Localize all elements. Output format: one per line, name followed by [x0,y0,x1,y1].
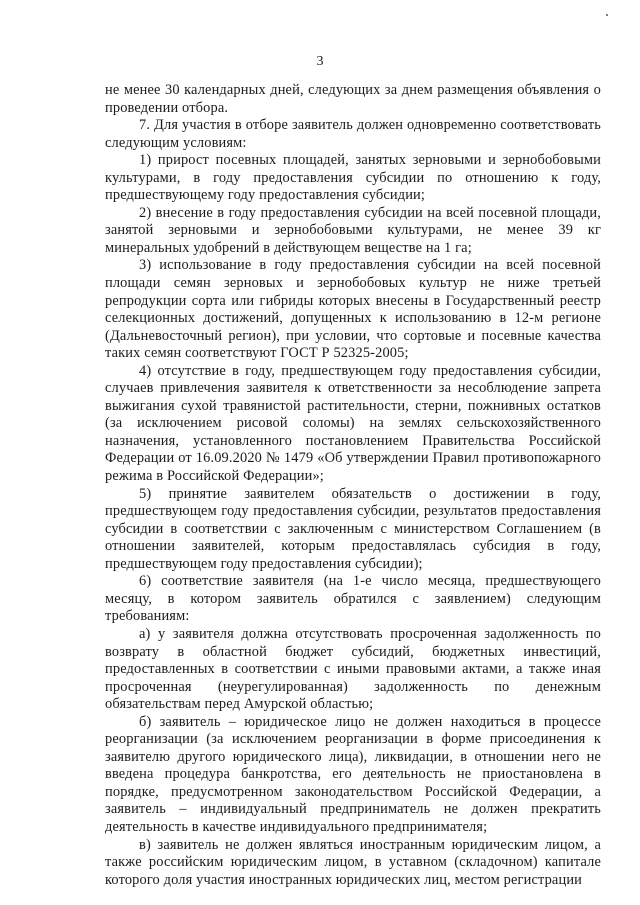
paragraph-requirement-b: б) заявитель – юридическое лицо не должен находиться в процессе реорганизации (за исключением реорганизации в форме присоединения к заявителю другого юридического лица), ликвидации, в отношении него не введена процедура банкротства, его деятельность не приостановлена в порядке, предусмотренном законодательством Российской Федерации, а заявитель – индивидуальный предприниматель не должен прекратить деятельность в качестве индивидуального предпринимателя; [105,713,601,835]
page-number: 3 [316,54,324,69]
paragraph-condition-6: 6) соответствие заявителя (на 1-е число месяца, предшествующего месяцу, в котором заявитель обратился с заявлением) следующим требованиям: [105,573,601,625]
paragraph-condition-1: 1) прирост посевных площадей, занятых зерновыми и зернобобовыми культурами, в году предоставления субсидии по отношению к году, предшествующему году предоставления субсидии; [105,152,601,204]
paragraph-requirement-v: в) заявитель не должен являться иностранным юридическим лицом, а также российским юридическим лицом, в уставном (складочном) капитале которого доля участия иностранных юридических лиц, местом регистрации [105,836,601,888]
paragraph-continuation: не менее 30 календарных дней, следующих за днем размещения объявления о проведении отбора. [105,82,601,116]
paragraph-condition-4: 4) отсутствие в году, предшествующем году предоставления субсидии, случаев привлечения заявителя к ответственности за несоблюдение запрета выжигания сухой травянистой растительности, стерни, пожнивных остатков (за исключением рисовой соломы) на землях сельскохозяйственного назначения, установленного постановлением Правительства Российской Федерации от 16.09.2020 № 1479 «Об утверждении Правил противопожарного режима в Российской Федерации»; [105,362,601,485]
scan-speck [606,14,608,16]
paragraph-condition-2: 2) внесение в году предоставления субсидии на всей посевной площади, занятой зерновыми и зернобобовыми культурами, не менее 39 кг минеральных удобрений в действующем веществе на 1 га; [105,204,601,256]
paragraph-condition-3: 3) использование в году предоставления субсидии на всей посевной площади семян зерновых и зернобобовых культур не ниже третьей репродукции сорта или гибриды которых внесены в Государственный реестр селекционных достижений, допущенных к использованию в 12-м регионе (Дальневосточный регион), при условии, что сортовые и посевные качества таких семян соответствуют ГОСТ Р 52325-2005; [105,257,601,362]
paragraph-requirement-a: а) у заявителя должна отсутствовать просроченная задолженность по возврату в областной бюджет субсидий, бюджетных инвестиций, предоставленных в соответствии с иными правовыми актами, а также иная просроченная (неурегулированная) задолженность по денежным обязательствам перед Амурской областью; [105,625,601,713]
document-body [105,82,601,889]
paragraph-condition-5: 5) принятие заявителем обязательств о достижении в году, предшествующем году предоставления субсидии, результатов предоставления субсидии в соответствии с заключенным с министерством Соглашением (в отношении заявителей, которым предоставлялась субсидия в году, предшествующем году предоставления субсидии); [105,485,601,572]
paragraph-item-7: 7. Для участия в отборе заявитель должен одновременно соответствовать следующим условиям: [105,117,601,151]
